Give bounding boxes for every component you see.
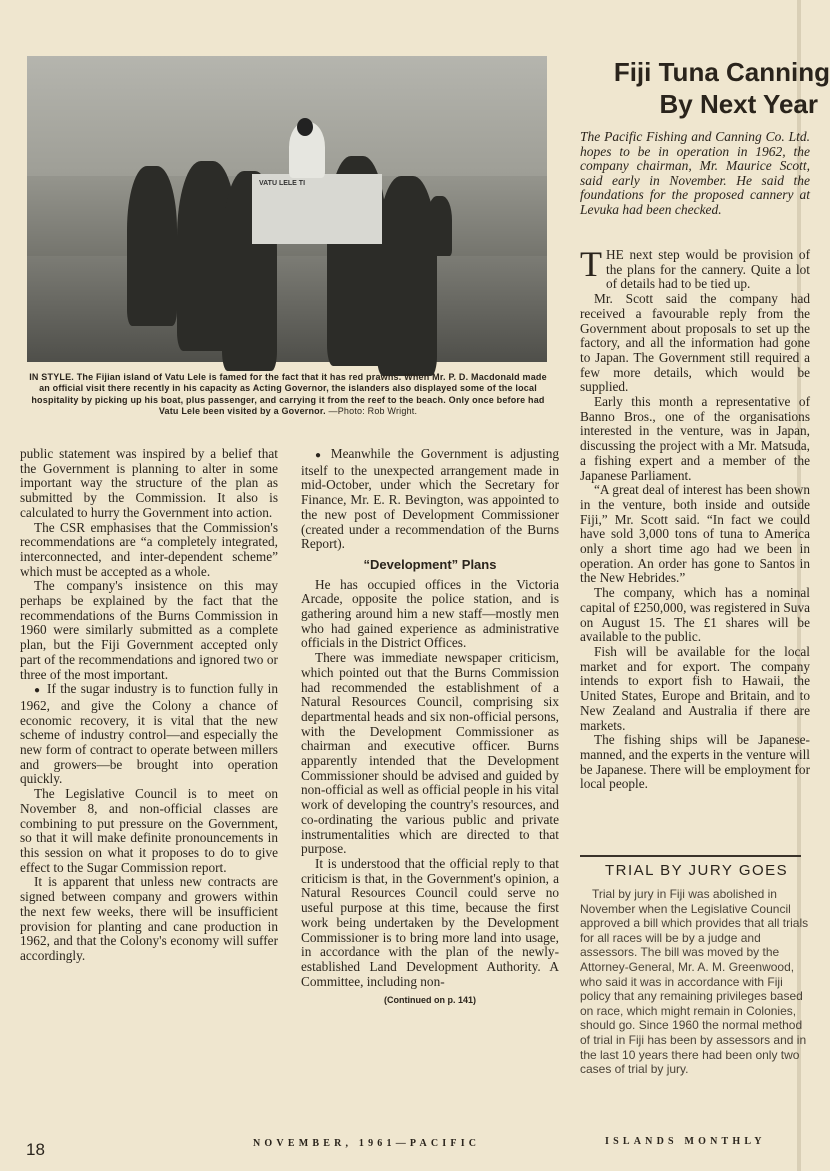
running-footer-continued: ISLANDS MONTHLY <box>605 1136 766 1147</box>
article-headline <box>590 56 830 120</box>
photo-figure <box>127 166 177 326</box>
photo-credit: —Photo: Rob Wright. <box>328 406 418 417</box>
column-3 <box>580 244 810 792</box>
paragraph: He has occupied offices in the Victoria Arcade, opposite the police station, and is gathering around him a new staff—mostly men who had gained experience as administrative officials in the District Offices. <box>301 576 559 651</box>
paragraph: The company's insistence on this may perhaps be explained by the fact that the recommendations of the Burns Commission in 1960 were similarly submitted as a complete plan, but the Fiji Government accepted only part of the recommendations and ignored two or three of the most important. <box>20 578 278 682</box>
headline-line-2: By Next Year <box>659 89 818 119</box>
lead-paragraph <box>580 244 810 292</box>
paragraph: The fishing ships will be Japanese-manned, and the experts in the venture will be Japanese. There will be employment for local people. <box>580 732 810 792</box>
drop-cap: T <box>580 244 602 284</box>
paragraph: It is understood that the official reply to that criticism is that, in the Government's opinion, a Natural Resources Council could serve no useful purpose at this time, because the first work being undertaken by the Development Commissioner is to bring more land into usage, in accordance with the plan of the newly-established Land Development Authority. A Committee, including non- <box>301 855 559 989</box>
bullet-paragraph <box>20 682 278 787</box>
paragraph-text: If the sugar industry is to function fully in 1962, and give the Colony a chance of economic recovery, it is vital that the new scheme of industry control—and especially the new form of contract to operate between millers and growers—be brought into operation quickly. <box>20 681 278 787</box>
photo-sky <box>27 56 547 176</box>
paragraph: Early this month a representative of Banno Bros., one of the organisations interested in the venture, was in Japan, discussing the project with a Mr. Matsuda, a fishing expert and a member of the Japanese Parliament. <box>580 394 810 483</box>
trial-headline: TRIAL BY JURY GOES <box>605 862 789 879</box>
paragraph: There was immediate newspaper criticism, which pointed out that the Burns Commission had recommended the establishment of a Natural Resources Council, comprising six departmental heads and six non-official persons, with the Development Commissioner as chairman and executive officer. Burns apparently intended that the Development Commissioner should be advised and guided by non-official as well as official people in his vital work of developing the country's resources, and co-ordinating the various public and private instrumentalities which are directed to that purpose. <box>301 650 559 857</box>
paragraph: Mr. Scott said the company had received a favourable reply from the Government about proposals to set up the factory, and all the information had gone to Japan. The Government still required a few more details, which would be supplied. <box>580 291 810 395</box>
paragraph: It is apparent that unless new contracts are signed between company and growers within the next few weeks, there will be insufficient provision for planting and cane production in 1962, and that the Colony's economy will suffer accordingly. <box>20 874 278 963</box>
paragraph: public statement was inspired by a belief that the Government is planning to alter in some important way the structure of the plan as submitted by the Commission. It also is calculated to hurry the Government into action. <box>20 446 278 520</box>
trial-article <box>580 887 810 1077</box>
paragraph: Fish will be available for the local market and for export. The company intends to export fish to Hawaii, the United States, Europe and Britain, and to New Zealand and Australia if there are markets. <box>580 643 810 733</box>
photo-boat-text: VATU LELE TI <box>259 180 306 187</box>
section-rule <box>580 855 801 857</box>
paragraph: “A great deal of interest has been shown in the venture, both inside and outside Fiji,” Mr. Scott said. “In fact we could have sold 3,000 tons of tuna to America only a short time ago had we been in operation. An order has gone to Santos in the New Hebrides.” <box>580 482 810 586</box>
paragraph: The CSR emphasises that the Commission's recommendations are “a completely integrated, interconnected, and inter-dependent scheme” which must be accepted as a whole. <box>20 519 278 579</box>
page-footer <box>0 1134 801 1164</box>
photo-water <box>27 256 547 362</box>
photo-passenger-head <box>297 118 313 136</box>
paragraph: Trial by jury in Fiji was abolished in November when the Legislative Council approved a bill which provides that all trials for all races will be by a judge and assessors. The bill was moved by the Attorney-General, Mr. A. M. Greenwood, who said it was in accordance with Fiji policy that any remaining privileges based on race, which might remain in Colonies, should go. Since 1960 the normal method of trial in Fiji has been by assessors and in the last 10 years there had been only two cases of trial by jury. <box>580 887 809 1077</box>
paragraph: The Legislative Council is to meet on November 8, and non-official classes are combining to put pressure on the Government, so that it will make definite pronouncements in this session on what it proposes to do to give effect to the Sugar Commission report. <box>20 786 278 875</box>
photo-figure <box>427 196 452 256</box>
caption-text: IN STYLE. The Fijian island of Vatu Lele is famed for the fact that it has red prawns. When Mr. P. D. Macdonald made an official visit there recently in his capacity as Acting Governor, the islanders also displayed some of the local hospitality by picking up his boat, plus passenger, and carrying it from the reef to the beach. Only once before had Vatu Lele been visited by a Governor. <box>29 372 547 417</box>
section-subhead: “Development” Plans <box>363 556 497 572</box>
bullet-paragraph <box>301 447 559 552</box>
photo-caption <box>28 372 548 418</box>
headline-line-1: Fiji Tuna Canning <box>613 57 830 87</box>
column-2 <box>301 447 559 1008</box>
article-intro: The Pacific Fishing and Canning Co. Ltd. hopes to be in operation in 1962, the company chairman, Mr. Maurice Scott, said early in November. He said the foundations for the proposed cannery at Levuka had been checked. <box>580 129 810 217</box>
news-photo <box>27 56 547 362</box>
paragraph-text: Meanwhile the Government is adjusting itself to the unexpected arrangement made in mid-October, under which the Secretary for Finance, Mr. E. R. Bevington, was appointed to the new post of Development Commissioner (created under a recommendation of the Burns Report). <box>301 446 559 552</box>
column-1 <box>20 447 278 964</box>
paragraph-text: HE next step would be provision of the plans for the cannery. Quite a lot of details had to be tied up. <box>606 247 810 292</box>
running-footer: NOVEMBER, 1961—PACIFIC <box>253 1138 481 1149</box>
continued-note: (Continued on p. 141) <box>384 995 476 1006</box>
page-number: 18 <box>26 1140 45 1159</box>
paragraph: The company, which has a nominal capital of £250,000, was registered in Suva on August 15. The £1 shares will be available to the public. <box>580 585 810 645</box>
